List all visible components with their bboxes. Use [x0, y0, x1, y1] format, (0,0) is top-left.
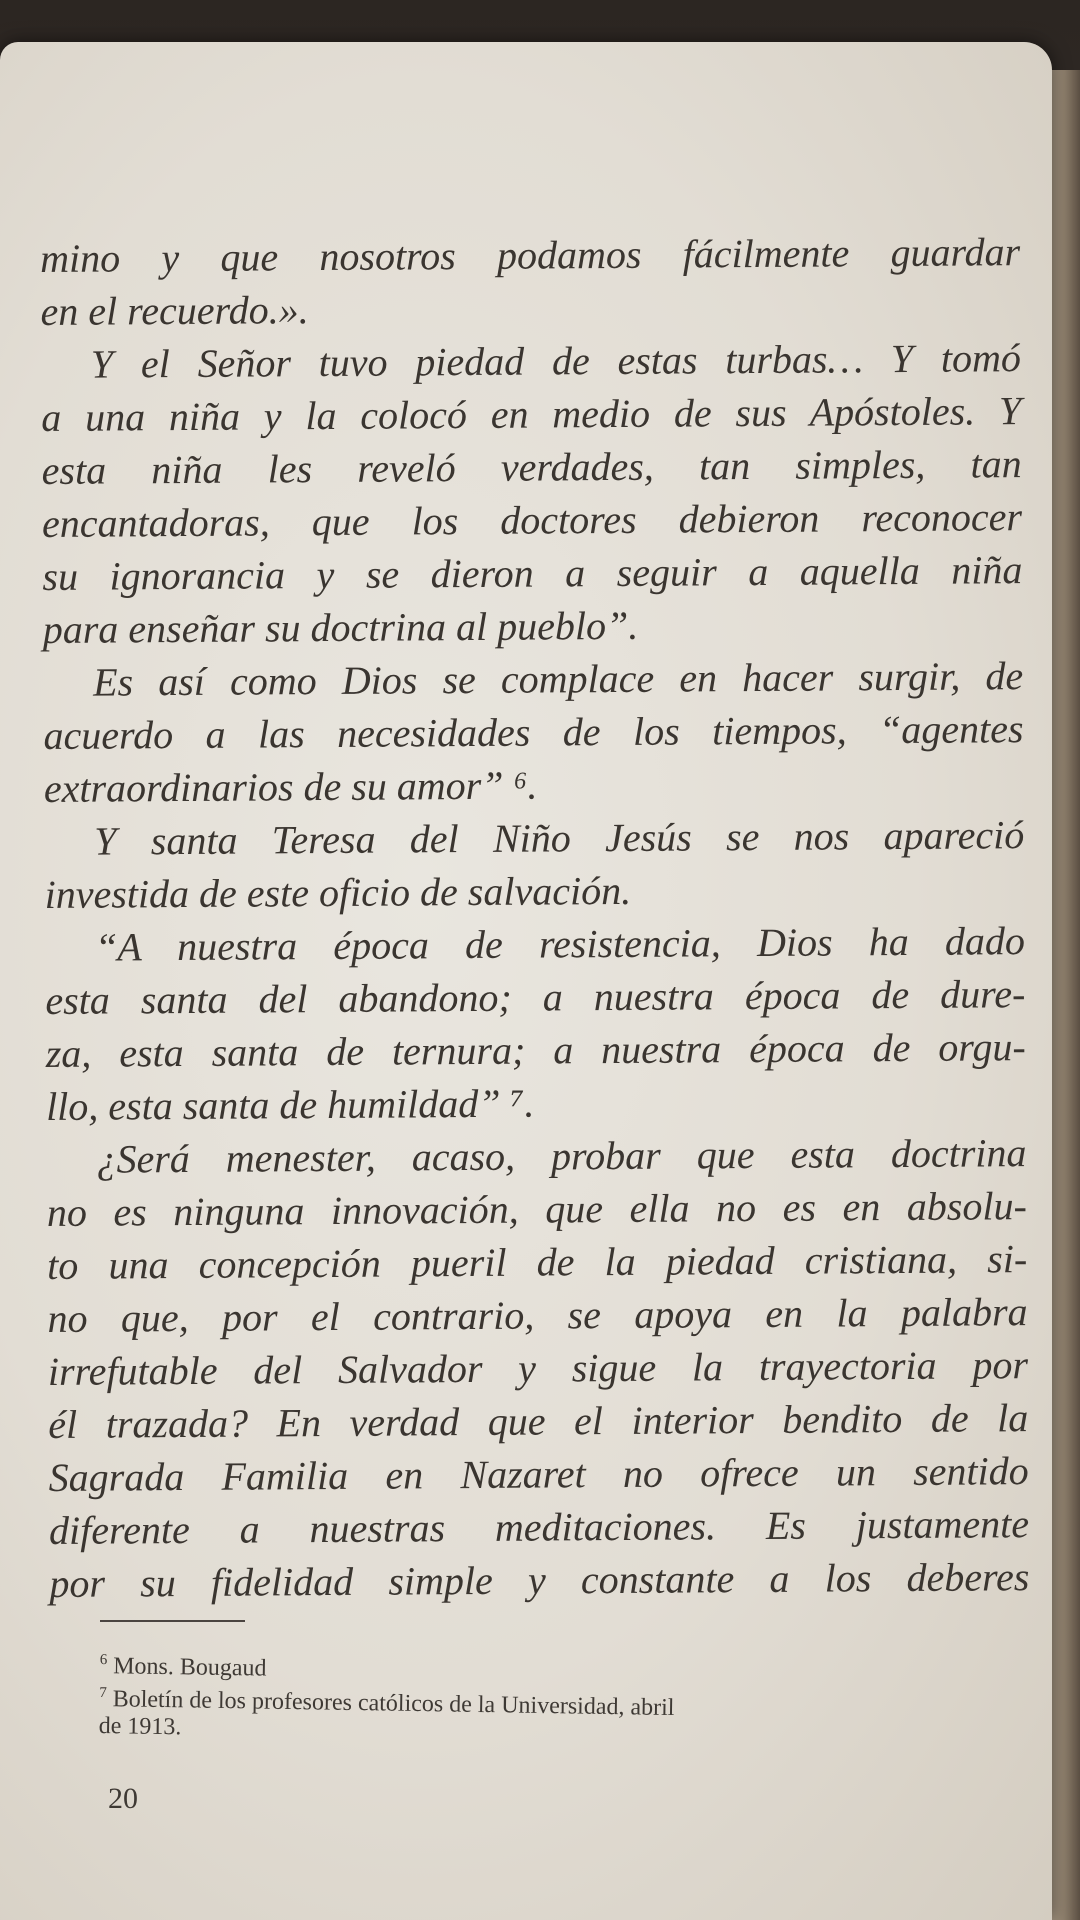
book-page	[0, 42, 1052, 1920]
text-line: en el recuerdo.».	[40, 287, 309, 334]
body-text	[40, 225, 1030, 1610]
footnote-number: 6	[99, 1651, 108, 1669]
text-line: Sagrada Familia en Nazaret no ofrece un sentido	[48, 1448, 1029, 1500]
text-line: su ignorancia y se dieron a seguir a aquella niña	[42, 547, 1023, 599]
text-line: esta santa del abandono; a nuestra época de dure-	[45, 971, 1026, 1023]
footnote-number: 7	[99, 1684, 107, 1702]
text-line: irrefutable del Salvador y sigue la trayectoria por	[47, 1342, 1029, 1394]
text-line: no que, por el contrario, se apoya en la palabra	[47, 1289, 1028, 1341]
text-line: para enseñar su doctrina al pueblo”.	[42, 602, 639, 652]
text-line: acuerdo a las necesidades de los tiempos, “agentes	[43, 706, 1024, 758]
text-line: no es ninguna innovación, que ella no es en absolu-	[46, 1183, 1027, 1235]
text-line: Y santa Teresa del Niño Jesús se nos apareció	[94, 812, 1025, 864]
text-line: za, esta santa de ternura; a nuestra época de orgu-	[45, 1024, 1026, 1076]
text-line: investida de este oficio de salvación.	[44, 867, 632, 917]
text-line: a una niña y la colocó en medio de sus Apóstoles. Y	[41, 388, 1022, 440]
text-line: por su fidelidad simple y constante a los deberes	[49, 1554, 1030, 1606]
text-line: ¿Será menester, acaso, probar que esta doctrina	[96, 1130, 1027, 1182]
text-line: él trazada? En verdad que el interior bendito de la	[48, 1395, 1029, 1447]
footnote-7-continuation: de 1913.	[98, 1712, 182, 1741]
text-line: Y el Señor tuvo piedad de estas turbas… Y tomó	[90, 335, 1022, 387]
text-line: extraordinarios de su amor” ⁶.	[43, 762, 538, 811]
page-number: 20	[108, 1782, 138, 1815]
text-line: to una concepción pueril de la piedad cristiana, si-	[47, 1236, 1028, 1288]
footnote-separator	[100, 1620, 245, 1622]
text-line: llo, esta santa de humildad” ⁷.	[45, 1080, 535, 1129]
text-line: esta niña les reveló verdades, tan simples, tan	[41, 441, 1022, 493]
text-line: Es así como Dios se complace en hacer surgir, de	[92, 653, 1024, 705]
text-line: “A nuestra época de resistencia, Dios ha dado	[94, 918, 1026, 970]
text-line: mino y que nosotros podamos fácilmente guardar	[40, 229, 1021, 281]
text-line: encantadoras, que los doctores debieron reconocer	[41, 494, 1023, 546]
text-line: diferente a nuestras meditaciones. Es justamente	[48, 1501, 1030, 1553]
footnote-text: Boletín de los profesores católicos de la Universidad, abril	[112, 1686, 675, 1722]
footnote-text: Mons. Bougaud	[112, 1653, 267, 1682]
footnotes	[99, 1647, 1020, 1754]
